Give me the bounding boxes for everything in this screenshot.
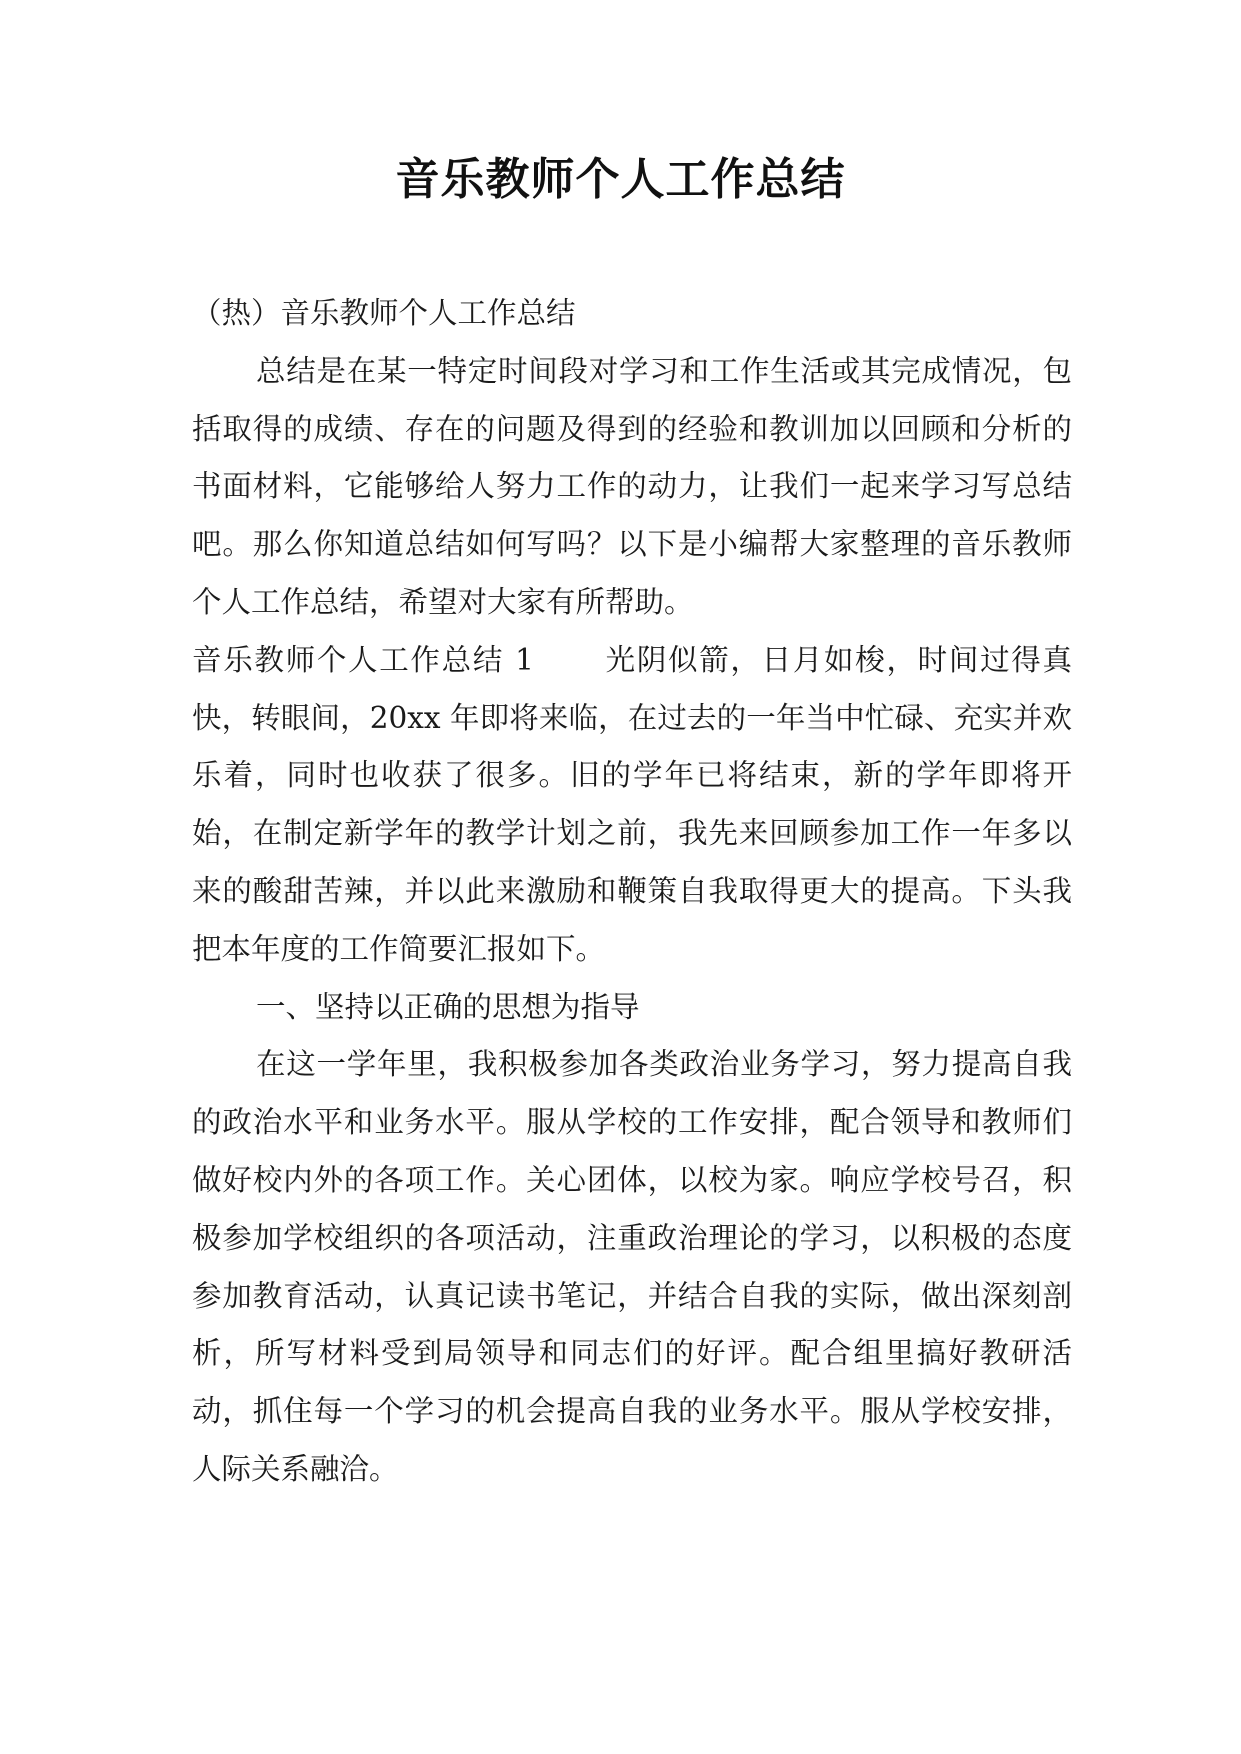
- document-subtitle: （热）音乐教师个人工作总结: [192, 296, 576, 330]
- point-1-paragraph: 在这一学年里，我积极参加各类政治业务学习，努力提高自我的政治水平和业务水平。服从学校的工作安排，配合领导和教师们做好校内外的各项工作。关心团体，以校为家。响应学校号召，积极参加学校组织的各项活动，注重政治理论的学习，以积极的态度参加教育活动，认真记读书笔记，并结合自我的实际，做出深刻剖析，所写材料受到局领导和同志们的好评。配合组里搞好教研活动，抓住每一个学习的机会提高自我的业务水平。服从学校安排，人际关系融洽。: [192, 1047, 1072, 1486]
- document-body: [192, 285, 1072, 1499]
- document-title: 音乐教师个人工作总结: [395, 154, 846, 205]
- point-1-heading: 一、坚持以正确的思想为指导: [256, 989, 640, 1024]
- section-1-text: 光阴似箭，日月如梭，时间过得真快，转眼间，20xx 年即将来临，在过去的一年当中忙碌、充实并欢乐着，同时也收获了很多。旧的学年已将结束，新的学年即将开始，在制定新学年的教学计划之前，我先来回顾参加工作一年多以来的酸甜苦辣，并以此来激励和鞭策自我取得更大的提高。下头我把本年度的工作简要汇报如下。: [192, 642, 1072, 966]
- section-1-paragraph: [192, 632, 1072, 979]
- intro-paragraph: 总结是在某一特定时间段对学习和工作生活或其完成情况，包括取得的成绩、存在的问题及得到的经验和教训加以回顾和分析的书面材料，它能够给人努力工作的动力，让我们一起来学习写总结吧。那么你知道总结如何写吗？以下是小编帮大家整理的音乐教师个人工作总结，希望对大家有所帮助。: [192, 353, 1072, 619]
- section-1-heading: 音乐教师个人工作总结 1: [192, 642, 534, 677]
